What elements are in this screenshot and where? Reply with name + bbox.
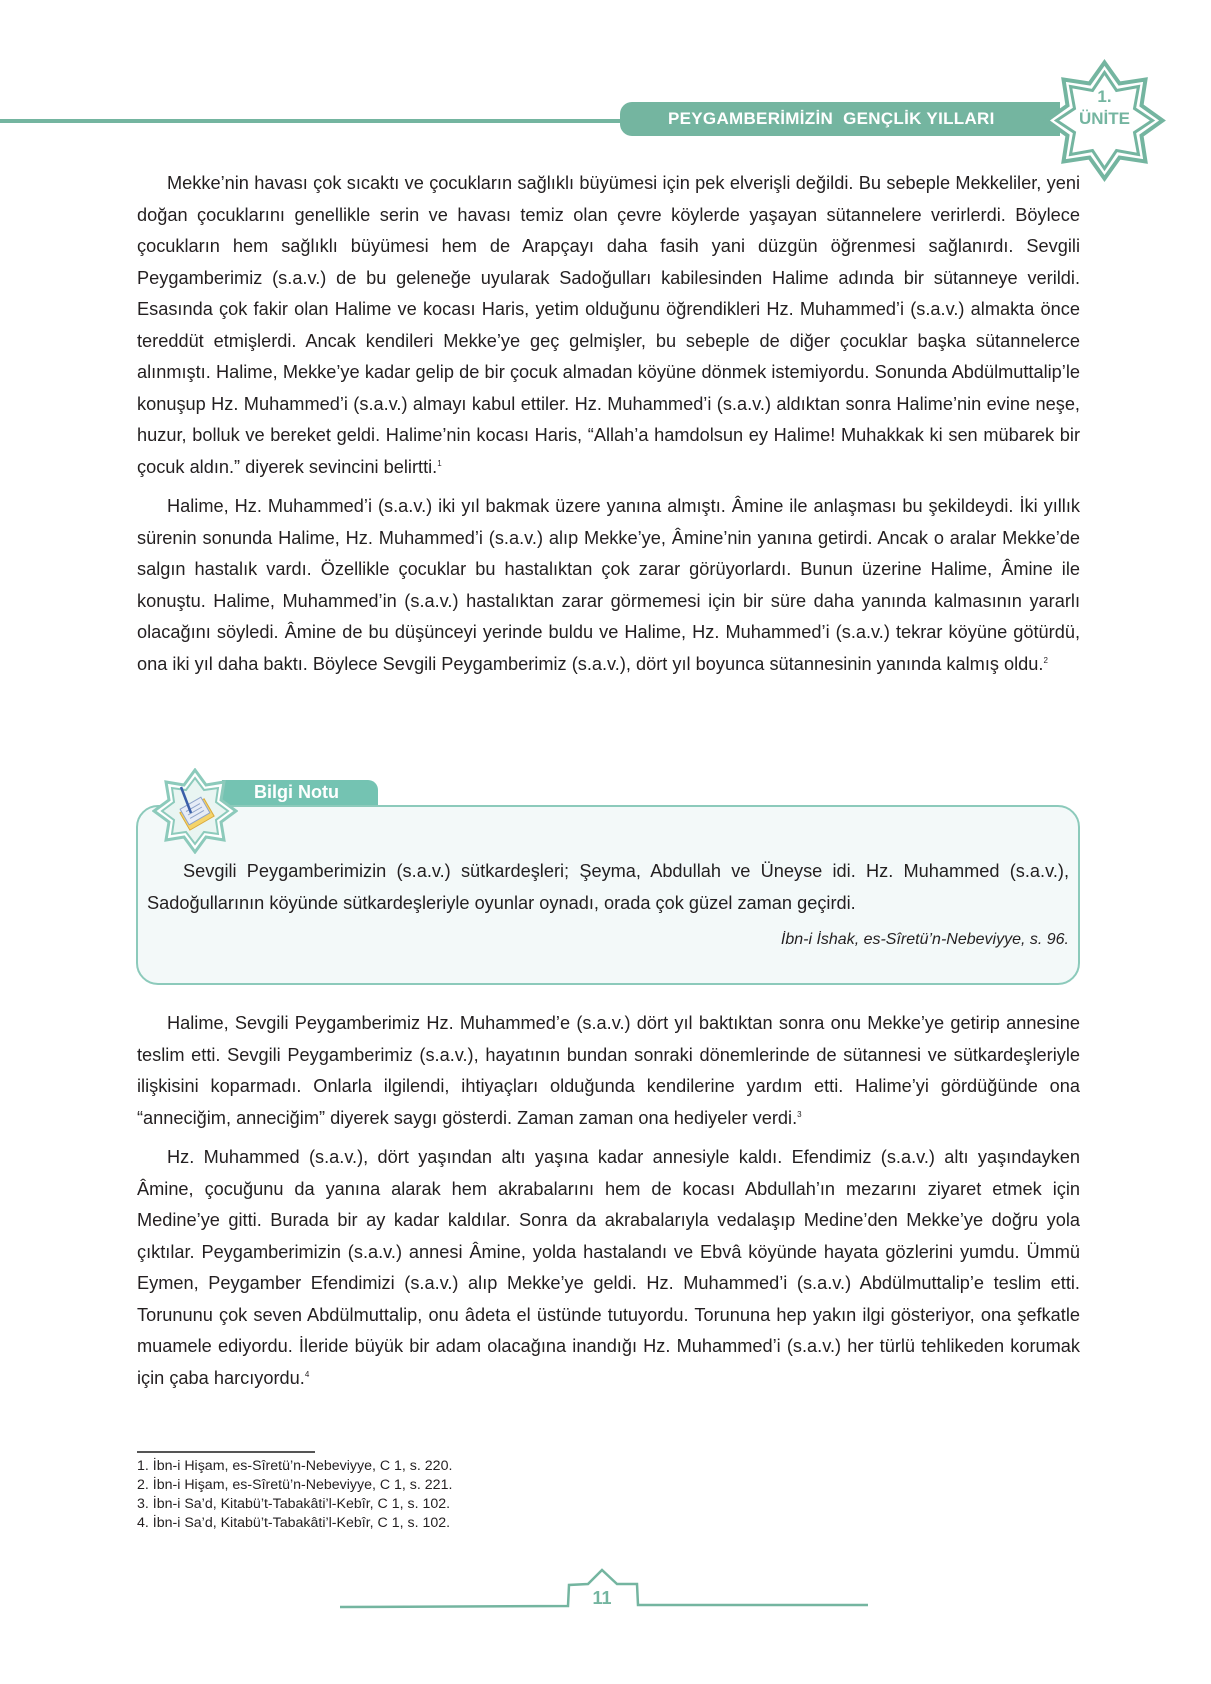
info-note-label: Bilgi Notu	[222, 780, 378, 805]
footnote-divider	[137, 1451, 315, 1453]
notepad-pencil-icon	[152, 768, 238, 854]
header-rule	[0, 119, 640, 123]
body-text-lower	[137, 1008, 1080, 1394]
section-title: PEYGAMBERİMİZİN GENÇLİK YILLARI	[668, 109, 995, 128]
unit-label	[1042, 86, 1167, 130]
paragraph-3: Halime, Sevgili Peygamberimiz Hz. Muhammed’e (s.a.v.) dört yıl baktıktan sonra onu Mekke’ye getirip annesine teslim etti. Sevgili Peygamberimiz (s.a.v.), hayatının bundan sonraki dönemlerinde de sütannesi ve sütkardeşleriyle ilişkisini koparmadı. Onlarla ilgilendi, ihtiyaçları olduğunda kendilerine yardım etti. Halime’yi gördüğünde ona “anneciğim, anneciğim” diyerek saygı gösterdi. Zaman zaman ona hediyeler verdi.$^3$	[137, 1013, 1080, 1128]
unit-number: 1.	[1097, 87, 1112, 106]
footnote-ref: 3	[797, 1109, 802, 1119]
paragraph-4: Hz. Muhammed (s.a.v.), dört yaşından altı yaşına kadar annesiyle kaldı. Efendimiz (s.a.v.) altı yaşındayken Âmine, çocuğunu da yanına alarak hem akrabalarını hem de kocası Abdullah’ın mezarını ziyaret etmek için Medine’ye gitti. Burada bir ay kadar kaldılar. Sonra da akrabalarıyla vedalaşıp Medine’den Mekke’ye doğru yola çıktılar. Peygamberimizin (s.a.v.) annesi Âmine, yolda hastalandı ve Ebvâ köyünde hayata gözlerini yumdu. Ümmü Eymen, Peygamber Efendimizi (s.a.v.) alıp Mekke’ye geldi. Hz. Muhammed’i (s.a.v.) Abdülmuttalip’e teslim etti. Torununu çok seven Abdülmuttalip, onu âdeta el üstünde tutuyordu. Torununa hep yakın ilgi gösteriyor, ona şefkatle muamele ediyordu. İleride büyük bir adam olacağına inandığı Hz. Muhammed’i (s.a.v.) her türlü tehlikeden korumak için çaba harcıyordu.$^4$	[137, 1147, 1080, 1388]
info-note-text: Sevgili Peygamberimizin (s.a.v.) sütkardeşleri; Şeyma, Abdullah ve Üneyse idi. Hz. Muhammed (s.a.v.), Sadoğullarının köyünde sütkardeşleriyle oyunlar oynadı, orada çok güzel zaman geçirdi.	[147, 861, 1069, 913]
paragraph-1: Mekke’nin havası çok sıcaktı ve çocukların sağlıklı büyümesi için pek elverişli değildi. Bu sebeple Mekkeliler, yeni doğan çocuklarını genellikle serin ve havası temiz olan çevre köylerde yaşayan sütannelere verirlerdi. Böylece çocukların hem sağlıklı büyümesi hem de Arapçayı daha fasih yani düzgün öğrenmesi sağlanırdı. Sevgili Peygamberimiz (s.a.v.) de bu geleneğe uyularak Sadoğulları kabilesinden Halime adında bir sütanneye verildi. Esasında çok fakir olan Halime ve kocası Haris, yetim olduğunu öğrendikleri Hz. Muhammed’i (s.a.v.) almakta önce tereddüt etmişlerdi. Ancak kendileri Mekke’ye geç gelmişler, bu sebeple de diğer çocuklar başka sütannelerce alınmıştı. Halime, Mekke’ye kadar gelip de bir çocuk almadan köyüne dönmek istemiyordu. Sonunda Abdülmuttalip’le konuşup Hz. Muhammed’i (s.a.v.) almayı kabul ettiler. Hz. Muhammed’i (s.a.v.) aldıktan sonra Halime’nin evine neşe, huzur, bolluk ve bereket geldi. Halime’nin kocası Haris, “Allah’a hamdolsun ey Halime! Muhakkak ki sen mübarek bir çocuk aldın.” diyerek sevincini belirtti.$^1$	[137, 173, 1080, 477]
unit-word: ÜNİTE	[1079, 109, 1130, 128]
body-text-upper	[137, 168, 1080, 680]
page-number: 11	[592, 1588, 612, 1608]
footnote-ref: 1	[437, 458, 442, 468]
section-title-bar	[620, 102, 1060, 136]
footnote-item: 1. İbn-i Hişam, es-Sîretü’n-Nebeviyye, C 1, s. 220.	[137, 1458, 453, 1474]
footnote-item: 3. İbn-i Sa’d, Kitabü’t-Tabakâti’l-Kebîr, C 1, s. 102.	[137, 1496, 451, 1512]
info-note-source: İbn-i İshak, es-Sîretü’n-Nebeviyye, s. 96.	[780, 931, 1069, 948]
footnote-item: 2. İbn-i Hişam, es-Sîretü’n-Nebeviyye, C 1, s. 221.	[137, 1477, 453, 1493]
footnote-item: 4. İbn-i Sa’d, Kitabü’t-Tabakâti’l-Kebîr, C 1, s. 102.	[137, 1515, 451, 1531]
footnote-ref: 2	[1043, 655, 1048, 665]
footnotes	[137, 1457, 452, 1533]
footnote-ref: 4	[304, 1369, 310, 1379]
paragraph-2: Halime, Hz. Muhammed’i (s.a.v.) iki yıl bakmak üzere yanına almıştı. Âmine ile anlaşması bu şekildeydi. İki yıllık sürenin sonunda Halime, Hz. Muhammed’i (s.a.v.) alıp Mekke’ye, Âmine’nin yanına getirdi. Ancak o aralar Mekke’de salgın hastalık vardı. Özellikle çocuklar bu hastalıktan çok zarar görüyorlardı. Bunun üzerine Halime, Âmine ile konuştu. Halime, Muhammed’in (s.a.v.) hastalıktan zarar görmemesi için bir süre daha yanında kalmasının yararlı olacağını söyledi. Âmine de bu düşünceyi yerinde buldu ve Halime, Hz. Muhammed’i (s.a.v.) tekrar köyüne götürdü, ona iki yıl daha baktı. Böylece Sevgili Peygamberimiz (s.a.v.), dört yıl boyunca sütannesinin yanında kalmış oldu.$^2$	[137, 496, 1080, 674]
